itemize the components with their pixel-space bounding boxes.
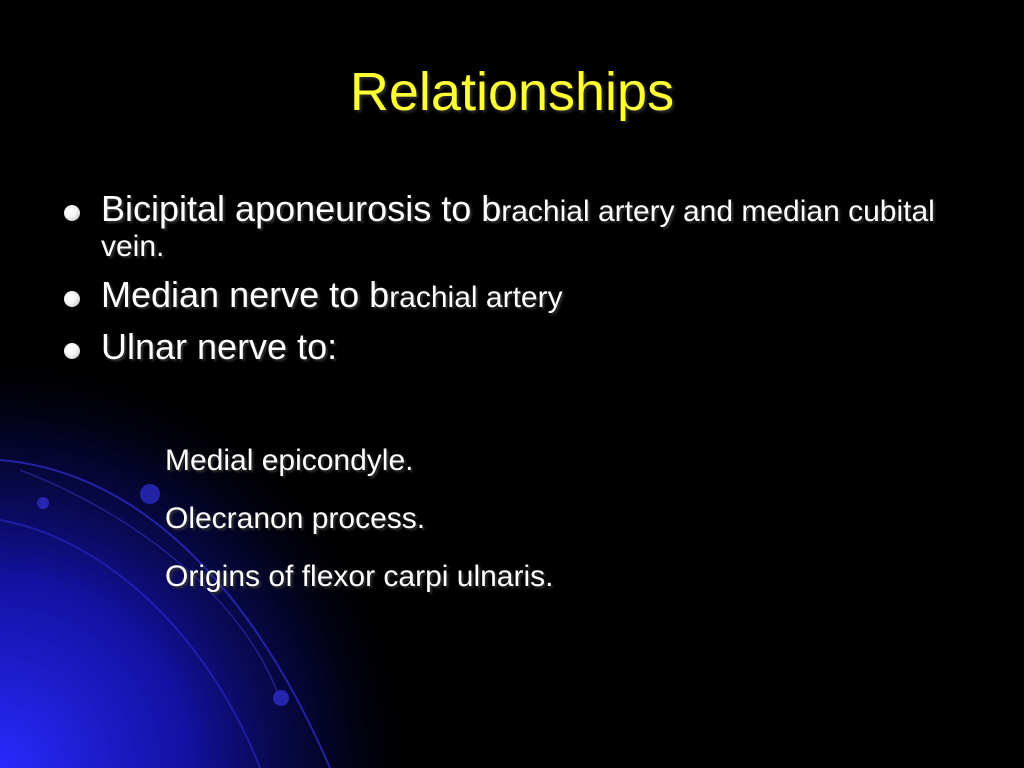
bullet-dot-icon [64, 205, 80, 221]
bullet-item [64, 188, 964, 264]
bullet-lead-text: Median nerve to b [101, 274, 390, 315]
sub-item: Olecranon process. [165, 502, 426, 535]
bullet-dot-icon [64, 291, 80, 307]
decor-dot [140, 484, 160, 504]
bullet-lead-text: Ulnar nerve to: [101, 325, 338, 367]
decor-dot [273, 690, 289, 706]
sub-item: Origins of flexor carpi ulnaris. [165, 560, 554, 593]
bullet-item [64, 326, 964, 367]
bullet-rest-text: rachial artery and median cubital vein. [101, 195, 935, 263]
bullet-rest-text: rachial artery [389, 281, 563, 314]
decor-dot [37, 497, 49, 509]
bullet-list [64, 188, 964, 377]
bullet-item [64, 274, 964, 316]
sub-item: Medial epicondyle. [165, 444, 414, 477]
bullet-dot-icon [64, 343, 80, 359]
slide-title: Relationships [349, 62, 675, 122]
sub-bullet-list [165, 432, 553, 606]
bullet-lead-text: Bicipital aponeurosis to b [101, 188, 502, 229]
